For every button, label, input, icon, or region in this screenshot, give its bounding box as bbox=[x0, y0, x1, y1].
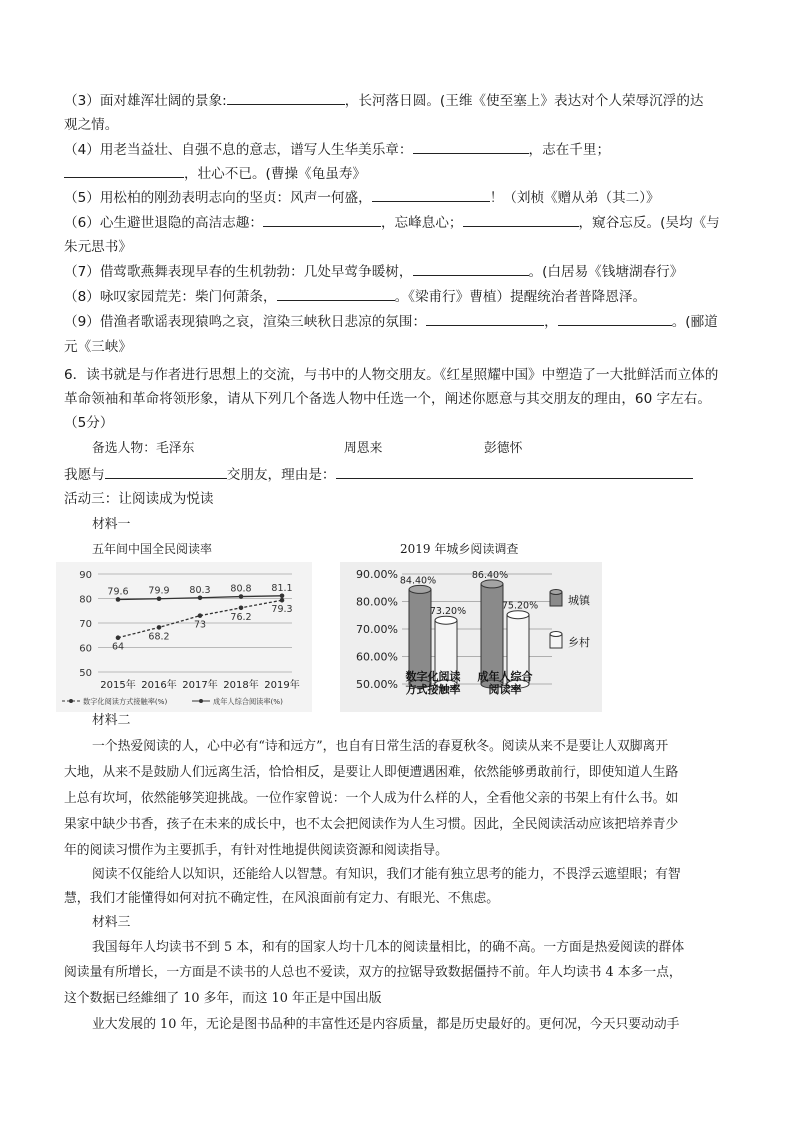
answer-blank[interactable] bbox=[372, 187, 490, 202]
chart1-point bbox=[280, 594, 285, 599]
q6-prompt-line2: 革命领袖和革命将领形象，请从下列几个备选人物中任选一个，阐述你愿意与其交朋友的理由，60 字左右。 bbox=[64, 391, 711, 407]
poem-q6-line1 bbox=[64, 212, 720, 234]
poem-q3-line1 bbox=[64, 90, 704, 112]
chart1-y-tick-label: 80 bbox=[79, 594, 92, 606]
chart1-x-tick-label: 2016年 bbox=[141, 680, 177, 691]
chart1-point bbox=[239, 606, 244, 611]
chart2-bar-body bbox=[481, 584, 503, 684]
material2-p1-line4: 果家中缺少书香，孩子在未来的成长中，也不太会把阅读作为人生习惯。因此，全民阅读活动应该把培养青少 bbox=[64, 817, 679, 832]
answer-blank[interactable] bbox=[263, 212, 381, 227]
chart1-x-tick-label: 2019年 bbox=[264, 680, 300, 691]
answer-blank[interactable] bbox=[463, 212, 579, 227]
chart1-data-label: 73 bbox=[193, 619, 207, 631]
candidate-mao: 毛泽东 bbox=[155, 441, 195, 456]
poem-q6-text-c: ，窥谷忘反。(吴均《与 bbox=[578, 215, 720, 231]
poem-q9-text-b: ， bbox=[544, 314, 558, 330]
chart1-legend-marker bbox=[199, 699, 203, 703]
chart2-data-label: 84.40% bbox=[399, 575, 437, 587]
material2-p2-line1: 阅读不仅能给人以知识，还能给人以智慧。有知识，我们才能有独立思考的能力，不畏浮云遮望眼；有智 bbox=[92, 867, 681, 882]
chart2-data-label: 86.40% bbox=[471, 569, 509, 581]
chart1-data-label: 76.2 bbox=[230, 611, 252, 623]
chart2-category-label: 数字化阅读 bbox=[405, 670, 461, 683]
answer-blank[interactable] bbox=[558, 311, 672, 326]
material3-line1: 我国每年人均读书不到 5 本，和有的国家人均十几本的阅读量相比，的确不高。一方面是热爱阅读的群体 bbox=[92, 940, 685, 955]
poem-q5-text-b: ！（刘桢《赠从弟（其二）》 bbox=[489, 190, 660, 206]
candidate-zhou: 周恩来 bbox=[344, 441, 383, 456]
answer-blank[interactable] bbox=[64, 163, 184, 178]
chart1-point bbox=[198, 613, 203, 618]
poem-q3-text-b: ，长河落日圆。(王维《使至塞上》表达对个人荣辱沉浮的达 bbox=[344, 93, 704, 109]
material2-label: 材料二 bbox=[92, 713, 131, 728]
chart2-bar-top bbox=[435, 616, 457, 624]
chart1-x-tick-label: 2015年 bbox=[100, 680, 136, 691]
poem-q5-line bbox=[64, 187, 660, 209]
material2-p1-line1: 一个热爱阅读的人，心中必有“诗和远方”，也自有日常生活的春夏秋冬。阅读从来不是要让人双脚离开 bbox=[92, 739, 669, 754]
chart1-legend-label: 数字化阅读方式接触率(%) bbox=[83, 697, 168, 706]
poem-q8-text-b: 。《梁甫行》曹植）提醒统治者普降恩泽。 bbox=[394, 289, 647, 305]
material2-p1-line2: 大地，从来不是鼓励人们远离生活，恰恰相反，是要让人即便遭遇困难，依然能够勇敢前行，即使知道人生路 bbox=[64, 765, 679, 780]
chart2-legend-label: 乡村 bbox=[568, 636, 590, 649]
chart1-x-tick-label: 2018年 bbox=[223, 680, 259, 691]
candidate-list bbox=[92, 438, 612, 460]
poem-q3-text-c: 观之情。 bbox=[64, 117, 119, 133]
poem-q9-text-a: （9）借渔者歌谣表现猿鸣之哀，渲染三峡秋日悲凉的氛围： bbox=[64, 314, 427, 330]
chart1-point bbox=[116, 635, 121, 640]
answer-blank[interactable] bbox=[413, 261, 529, 276]
chart2-data-label: 75.20% bbox=[501, 600, 539, 612]
chart2-bar-top bbox=[481, 580, 503, 588]
poem-q8-text-a: （8）咏叹家园荒芜：柴门何萧条， bbox=[64, 289, 277, 305]
chart2-legend-swatch-top bbox=[550, 590, 562, 595]
chart1-point bbox=[157, 625, 162, 630]
chart2-bar-top bbox=[409, 585, 431, 593]
poem-q8-line bbox=[64, 286, 646, 308]
chart1-point bbox=[198, 595, 203, 600]
chart1-point bbox=[239, 594, 244, 599]
poem-q3-line2 bbox=[64, 114, 118, 136]
poem-q4-line2 bbox=[64, 163, 366, 185]
chart2-bar-chart bbox=[340, 562, 602, 712]
poem-q4-line1 bbox=[64, 139, 610, 161]
answer-reason-label: 交朋友，理由是： bbox=[226, 467, 336, 483]
answer-blank[interactable] bbox=[413, 139, 529, 154]
q6-answer-line bbox=[64, 464, 693, 486]
chart1-data-label: 80.8 bbox=[230, 583, 252, 595]
chart2-y-tick-label: 70.00% bbox=[356, 623, 398, 636]
chart1-point bbox=[280, 598, 285, 603]
poem-q9-line1 bbox=[64, 311, 718, 333]
chart1-point bbox=[157, 596, 162, 601]
chart1-y-tick-label: 70 bbox=[79, 619, 92, 630]
chart1-data-label: 80.3 bbox=[189, 584, 211, 596]
material3-label: 材料三 bbox=[92, 915, 131, 930]
candidate-peng: 彭德怀 bbox=[484, 441, 523, 456]
answer-blank[interactable] bbox=[227, 90, 345, 105]
chart2-y-tick-label: 90.00% bbox=[356, 568, 398, 581]
poem-q4-text-a: （4）用老当益壮、自强不息的意志，谱写人生华美乐章： bbox=[64, 142, 413, 158]
poem-q6-text-a: （6）心生避世退隐的高洁志趣： bbox=[64, 215, 263, 231]
chart1-data-label: 81.1 bbox=[271, 582, 293, 594]
chart1-legend-label: 成年人综合阅读率(%) bbox=[213, 697, 283, 706]
poem-q9-text-c: 。(郦道 bbox=[671, 314, 718, 330]
activity3-heading: 活动三：让阅读成为悦读 bbox=[64, 491, 214, 507]
chart1-data-label: 68.2 bbox=[148, 631, 170, 643]
chart1-y-tick-label: 50 bbox=[79, 668, 92, 679]
poem-q9-line2 bbox=[64, 336, 132, 358]
poem-q4-text-c: ，壮心不已。(曹操《龟虽寿》 bbox=[184, 166, 367, 182]
chart1-data-label: 79.9 bbox=[148, 585, 170, 597]
chart2-legend-swatch-top bbox=[550, 632, 562, 637]
poem-q6-text-d: 朱元思书》 bbox=[64, 239, 132, 255]
chart2-y-tick-label: 80.00% bbox=[356, 595, 398, 609]
poem-q7-text-b: 。(白居易《钱塘湖春行》 bbox=[528, 264, 684, 280]
chart1-y-tick-label: 60 bbox=[79, 643, 92, 655]
chart2-category-label: 阅读率 bbox=[488, 683, 522, 696]
answer-prefix: 我愿与 bbox=[64, 467, 105, 483]
answer-blank[interactable] bbox=[426, 311, 544, 326]
q6-prompt-line1: 6．读书就是与作者进行思想上的交流，与书中的人物交朋友。《红星照耀中国》中塑造了一大批鲜活而立体的 bbox=[64, 367, 719, 383]
poem-q4-text-b: ，志在千里； bbox=[528, 142, 611, 158]
chart2-legend-label: 城镇 bbox=[568, 594, 590, 607]
reason-blank[interactable] bbox=[336, 464, 693, 479]
poem-q3-text-a: （3）面对雄浑壮阔的景象: bbox=[64, 93, 227, 109]
material2-p2-line2: 慧，我们才能懂得如何对抗不确定性，在风浪面前有定力、有眼光、不焦虑。 bbox=[64, 891, 500, 906]
chart2-y-tick-label: 60.00% bbox=[356, 650, 398, 664]
chart1-line-chart bbox=[56, 562, 312, 712]
material2-p1-line5: 年的阅读习惯作为主要抓手，有针对性地提供阅读资源和阅读指导。 bbox=[64, 843, 448, 858]
q6-prompt-line3: （5分） bbox=[64, 415, 114, 431]
poem-q6-line2 bbox=[64, 236, 132, 258]
chart2-y-tick-label: 50.00% bbox=[356, 678, 398, 691]
answer-blank[interactable] bbox=[277, 286, 395, 301]
chart1-legend-marker bbox=[69, 699, 73, 703]
material3-line4: 业大发展的 10 年，无论是图书品种的丰富性还是内容质量，都是历史最好的。更何况，今天只要动动手 bbox=[92, 1017, 680, 1032]
poem-q9-text-d: 元《三峡》 bbox=[64, 339, 132, 355]
material1-label: 材料一 bbox=[92, 517, 131, 532]
poem-q7-text-a: （7）借莺歌燕舞表现早春的生机勃勃：几处早莺争暖树， bbox=[64, 264, 413, 280]
chart1-x-tick-label: 2017年 bbox=[182, 680, 218, 691]
chart2-category-label: 方式接触率 bbox=[405, 683, 461, 696]
chart2-bar-top bbox=[507, 611, 529, 619]
chart2-title: 2019 年城乡阅读调查 bbox=[400, 542, 519, 556]
chart1-data-label: 79.6 bbox=[107, 586, 129, 598]
chart2-category-label: 成年人综合 bbox=[477, 670, 533, 683]
chart1-data-label: 64 bbox=[111, 641, 125, 653]
poem-q7-line bbox=[64, 261, 683, 283]
chart1-y-tick-label: 90 bbox=[79, 570, 92, 581]
material3-line2: 阅读量有所增长，一方面是不读书的人总也不爱读，双方的拉锯导致数据僵持不前。年人均读书 4 本多一点， bbox=[64, 965, 682, 980]
friend-name-blank[interactable] bbox=[105, 464, 227, 479]
chart1-title: 五年间中国全民阅读率 bbox=[92, 542, 213, 556]
chart1-point bbox=[116, 597, 121, 602]
material2-p1-line3: 上总有坎坷，依然能够笑迎挑战。一位作家曾说：一个人成为什么样的人，全看他父亲的书架上有什么书。如 bbox=[64, 791, 679, 806]
candidate-label: 备选人物： bbox=[92, 441, 156, 456]
material3-line3: 这个数据已经維细了 10 多年，而这 10 年正是中国出版 bbox=[64, 991, 382, 1006]
poem-q6-text-b: ，忘峰息心； bbox=[380, 215, 463, 231]
poem-q5-text-a: （5）用松柏的刚劲表明志向的坚贞：风声一何盛， bbox=[64, 190, 372, 206]
chart2-data-label: 73.20% bbox=[429, 606, 467, 618]
chart1-data-label: 79.3 bbox=[271, 604, 293, 616]
